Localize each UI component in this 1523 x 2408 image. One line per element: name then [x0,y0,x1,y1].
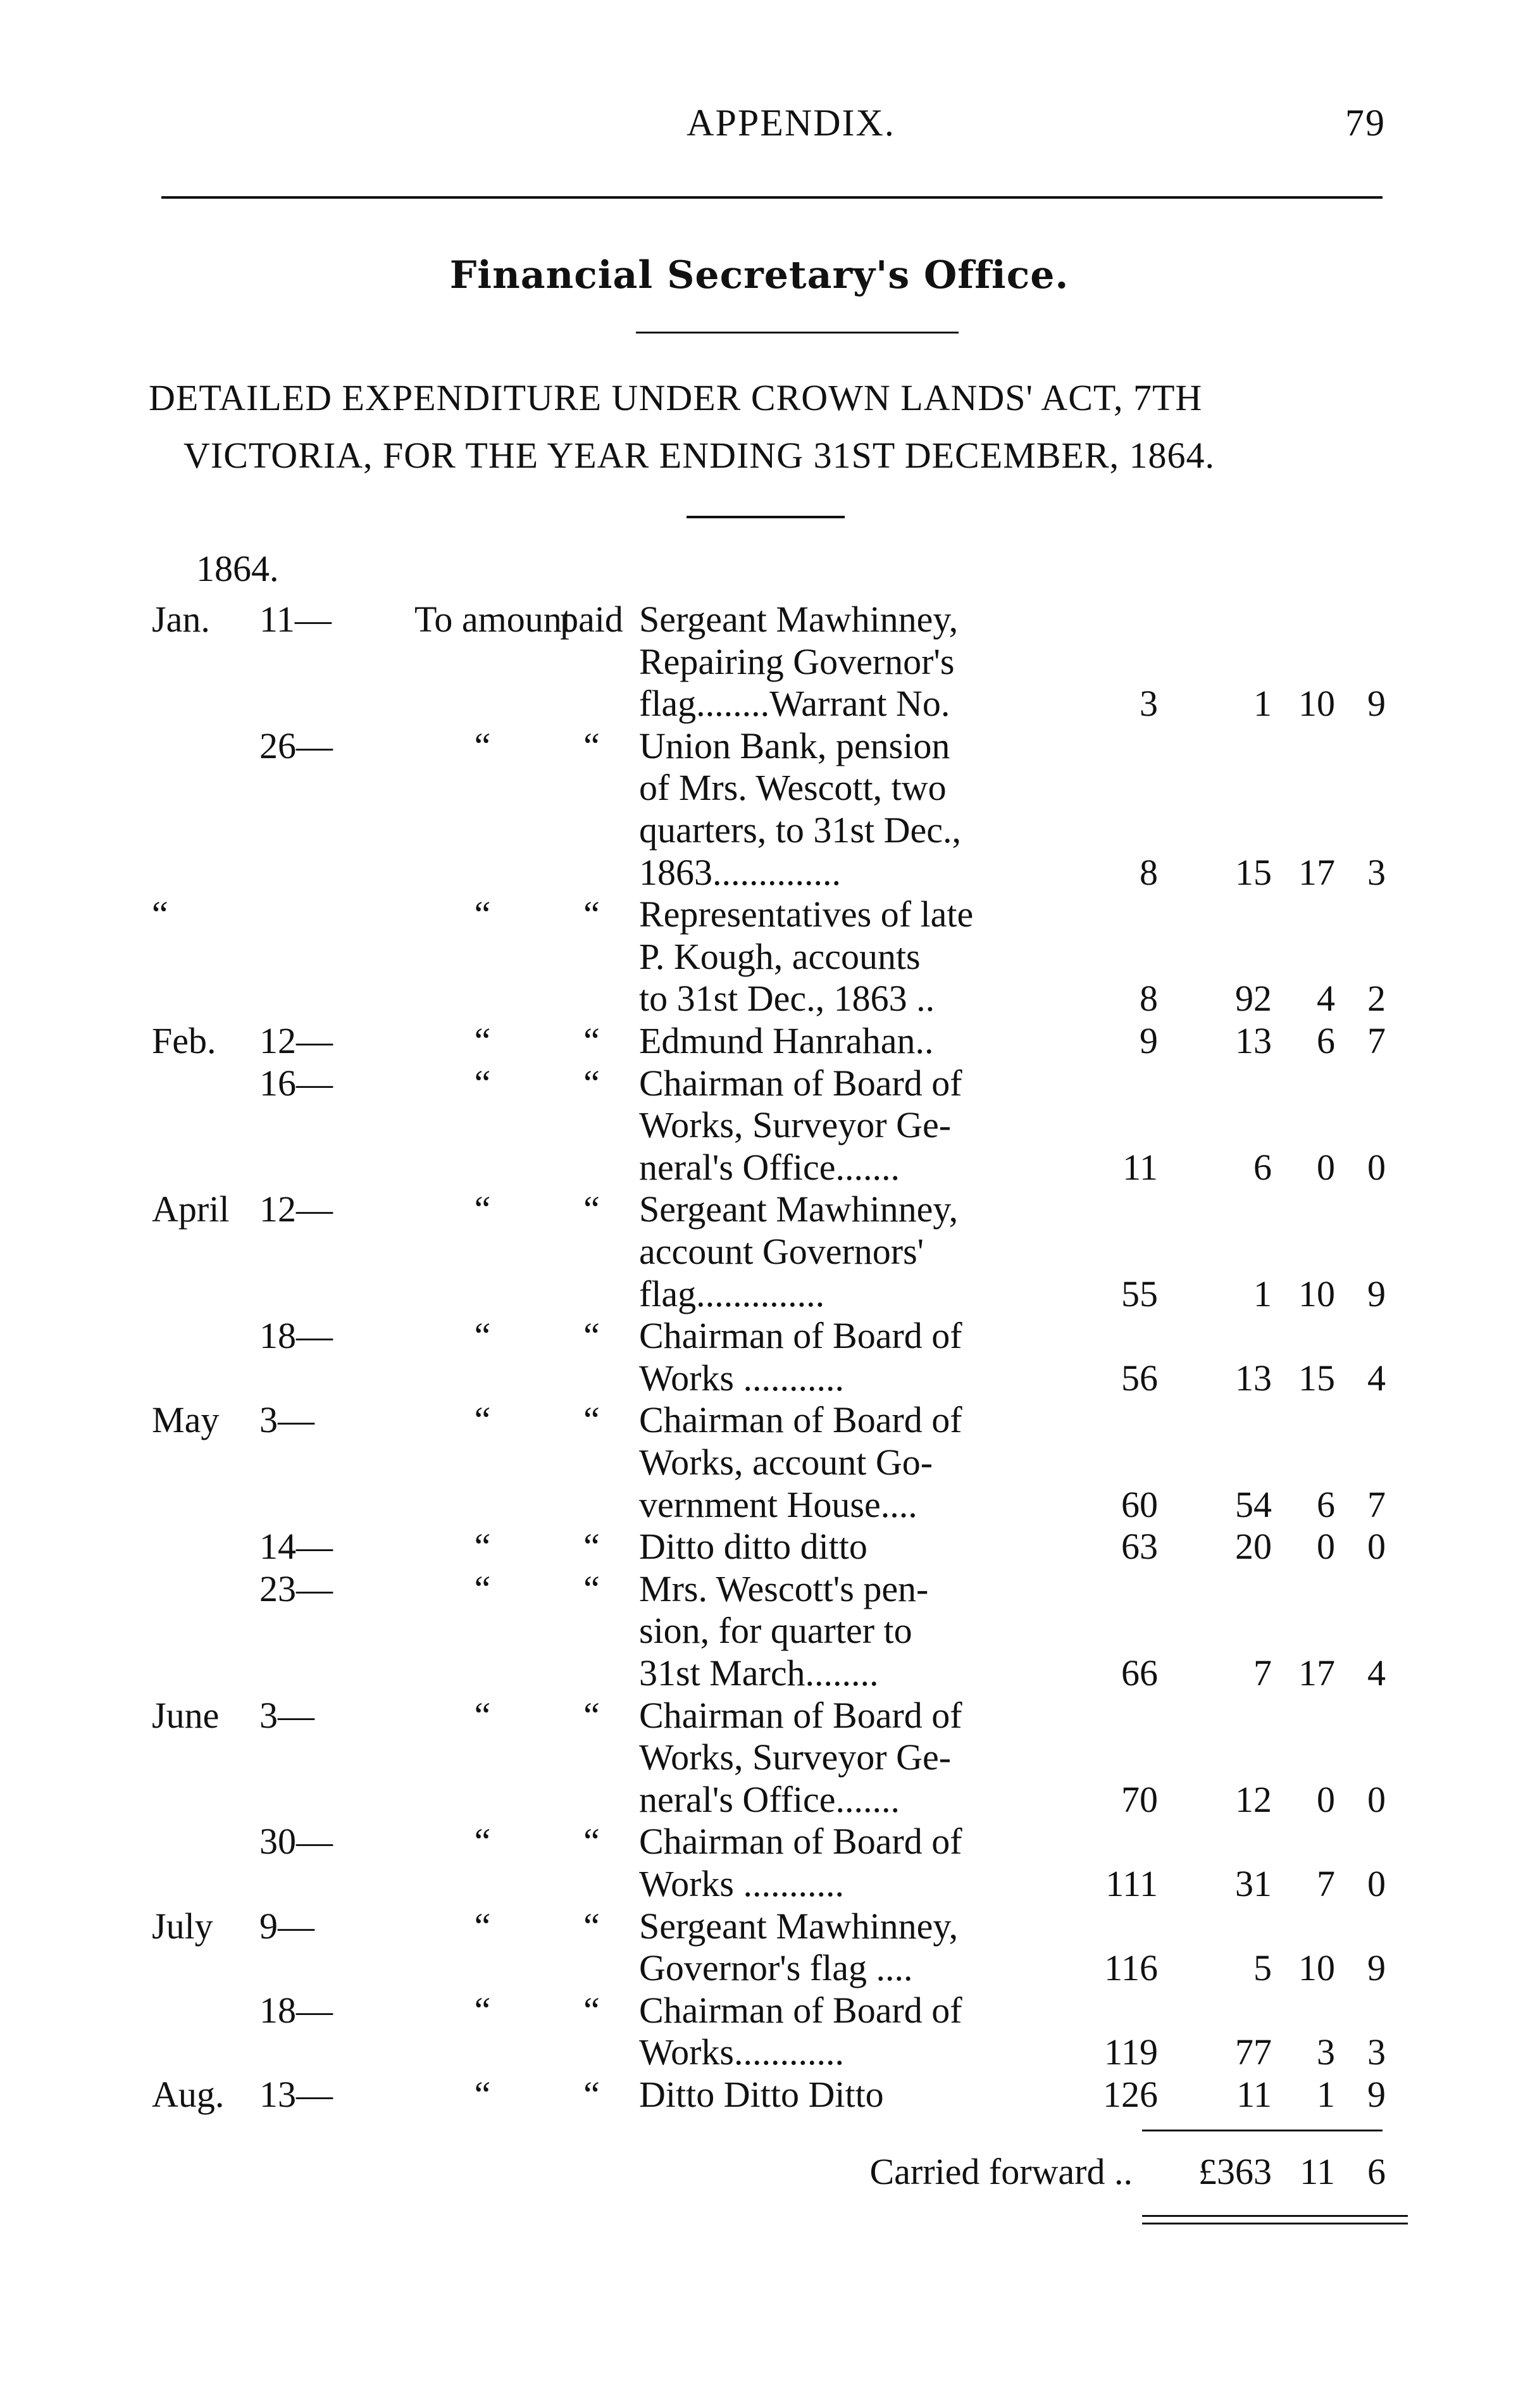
carried-forward-pence: 6 [1367,2151,1386,2192]
entry-pence: 2 [1367,978,1386,1019]
entry-warrant-no: 70 [1121,1779,1158,1820]
entry-day: 16— [259,1063,333,1104]
entry-shillings: 10 [1298,1273,1335,1314]
entry-pounds: 13 [1235,1020,1272,1061]
entry-shillings: 7 [1317,1863,1335,1904]
entry-day: 9— [259,1906,314,1947]
entry-day: 13— [259,2074,333,2115]
entry-description: Chairman of Board of [639,1821,962,1862]
entry-ditto-2: “ [583,1315,600,1356]
entry-pence: 7 [1367,1484,1386,1525]
entry-warrant-no: 60 [1121,1484,1158,1525]
entry-day: 12— [259,1020,333,1061]
entry-pence: 3 [1367,2031,1386,2073]
entry-description: Chairman of Board of [639,1315,962,1356]
entry-pounds: 11 [1236,2074,1272,2115]
entry-ditto-2: “ [583,1063,600,1104]
entry-pence: 7 [1367,1020,1386,1061]
entry-description: flag.............. [639,1273,825,1314]
entry-warrant-no: 8 [1140,852,1158,893]
entry-pence: 9 [1367,683,1386,724]
entry-description: Repairing Governor's [639,641,955,682]
entry-shillings: 0 [1317,1779,1335,1820]
entry-description: Ditto Ditto Ditto [639,2074,884,2115]
entry-ditto-1: “ [474,2074,491,2115]
entry-day: 14— [259,1526,333,1567]
entry-ditto-1: “ [474,1315,491,1356]
entry-description: 31st March........ [639,1652,879,1694]
entry-ditto-1: “ [474,725,491,766]
entry-ditto-2: “ [583,1020,600,1061]
entry-month: Aug. [152,2074,225,2115]
entry-pounds: 1 [1253,683,1272,724]
entry-ditto-2: “ [583,1399,600,1440]
entry-pounds: 1 [1253,1273,1272,1314]
entry-pounds: 54 [1235,1484,1272,1525]
entry-pounds: 15 [1235,852,1272,893]
entry-description: account Governors' [639,1231,924,1272]
entry-ditto-2: “ [583,1906,600,1947]
page-number: 79 [1345,102,1386,144]
entry-pence: 9 [1367,1273,1386,1314]
entry-description: P. Kough, accounts [639,936,921,977]
entry-day: 26— [259,725,333,766]
entry-shillings: 10 [1298,683,1335,724]
entry-ditto-1: “ [474,1821,491,1862]
entry-day: 11— [259,599,332,640]
entry-warrant-no: 116 [1104,1947,1158,1988]
entry-shillings: 0 [1317,1526,1335,1567]
entry-ditto-2: “ [583,894,600,935]
entry-ditto-2: “ [583,2074,600,2115]
entry-description: of Mrs. Wescott, two [639,767,947,808]
entry-pence: 0 [1367,1863,1386,1904]
entry-pence: 0 [1367,1779,1386,1820]
carried-forward-label: Carried forward .. [869,2151,1133,2192]
entry-description: Works ........... [639,1863,844,1904]
entry-shillings: 15 [1298,1357,1335,1399]
entry-warrant-no: 56 [1121,1357,1158,1399]
running-title: APPENDIX. [687,102,895,144]
entry-pounds: 31 [1235,1863,1272,1904]
entry-description: Works............ [639,2031,844,2073]
entry-day: 30— [259,1821,333,1862]
entry-ditto-2: “ [583,1526,600,1567]
header-rule [161,196,1383,199]
year-label: 1864. [196,548,279,589]
entry-ditto-2: “ [583,1990,600,2031]
entry-description: Ditto ditto ditto [639,1526,867,1567]
entry-pounds: 6 [1253,1147,1272,1188]
entry-month: April [152,1188,230,1230]
entry-month: Feb. [152,1020,216,1061]
entry-pounds: 77 [1235,2031,1272,2073]
entry-warrant-no: 126 [1103,2074,1158,2115]
entry-shillings: 6 [1317,1020,1335,1061]
entry-shillings: 6 [1317,1484,1335,1525]
entry-shillings: 1 [1317,2074,1335,2115]
entry-ditto-2: “ [583,725,600,766]
entry-pence: 4 [1367,1357,1386,1399]
entry-description: Representatives of late [639,894,974,935]
entry-description: Works ........... [639,1357,844,1399]
entry-shillings: 17 [1298,1652,1335,1694]
total-rule-1 [1142,2130,1383,2131]
office-heading: Financial Secretary's Office. [449,253,1069,297]
entry-ditto-2: “ [583,1188,600,1230]
entry-description: Governor's flag .... [639,1947,913,1988]
total-rule-3 [1142,2223,1408,2224]
entry-shillings: 17 [1298,852,1335,893]
entry-warrant-no: 111 [1105,1863,1158,1904]
entry-month: May [152,1399,220,1440]
entry-description: Chairman of Board of [639,1399,962,1440]
entry-shillings: 4 [1317,978,1335,1019]
title-line-1: DETAILED EXPENDITURE UNDER CROWN LANDS' ACT, 7TH [149,377,1203,418]
entry-day: 23— [259,1568,333,1609]
carried-forward-pounds: £363 [1198,2151,1272,2192]
entry-warrant-no: 63 [1121,1526,1158,1567]
entry-pounds: 13 [1235,1357,1272,1399]
entry-description: Union Bank, pension [639,725,950,766]
entry-shillings: 10 [1298,1947,1335,1988]
entry-description: neral's Office....... [639,1779,900,1820]
entry-pence: 9 [1367,1947,1386,1988]
entry-description: Sergeant Mawhinney, [639,1188,959,1230]
entry-shillings: 0 [1317,1147,1335,1188]
entry-day: 3— [259,1695,314,1736]
entry-month: June [152,1695,220,1736]
entry-description: Works, Surveyor Ge- [639,1104,952,1145]
entry-day: 3— [259,1399,314,1440]
entry-description: sion, for quarter to [639,1610,912,1651]
entry-ditto-1: “ [474,1990,491,2031]
entry-ditto-1: “ [474,1399,491,1440]
entry-description: quarters, to 31st Dec., [639,809,961,851]
entry-month: “ [152,894,168,935]
entry-description: Chairman of Board of [639,1990,962,2031]
entry-pounds: 12 [1235,1779,1272,1820]
entry-description: Sergeant Mawhinney, [639,599,959,640]
entry-ditto-1: “ [474,1188,491,1230]
entry-pounds: 5 [1253,1947,1272,1988]
entry-description: Chairman of Board of [639,1063,962,1104]
entry-ditto-1: “ [474,1695,491,1736]
entry-ditto-2: paid [560,599,623,640]
entry-ditto-1: “ [474,1526,491,1567]
entry-description: Mrs. Wescott's pen- [639,1568,929,1609]
entry-shillings: 3 [1317,2031,1335,2073]
carried-forward-shillings: 11 [1300,2151,1335,2192]
title-rule [687,516,845,518]
entry-pounds: 92 [1235,978,1272,1019]
entry-description: vernment House.... [639,1484,917,1525]
entry-ditto-1: To amount [414,599,572,640]
entry-warrant-no: 8 [1140,978,1158,1019]
entry-description: Edmund Hanrahan.. [639,1020,934,1061]
office-rule [636,332,959,334]
entry-pence: 0 [1367,1147,1386,1188]
entry-ditto-1: “ [474,1020,491,1061]
entry-description: Works, account Go- [639,1442,933,1483]
entry-ditto-1: “ [474,1568,491,1609]
entry-description: neral's Office....... [639,1147,900,1188]
entry-month: Jan. [152,599,210,640]
entry-pence: 4 [1367,1652,1386,1694]
entry-warrant-no: 66 [1121,1652,1158,1694]
entry-pence: 0 [1367,1526,1386,1567]
total-rule-2 [1142,2215,1408,2217]
entry-ditto-1: “ [474,1906,491,1947]
entry-warrant-no: 119 [1104,2031,1158,2073]
entry-description: flag........Warrant No. [639,683,950,724]
entry-description: Chairman of Board of [639,1695,962,1736]
entry-pounds: 20 [1235,1526,1272,1567]
entry-day: 12— [259,1188,333,1230]
entry-ditto-2: “ [583,1821,600,1862]
entry-day: 18— [259,1990,333,2031]
entry-warrant-no: 11 [1122,1147,1158,1188]
entry-ditto-2: “ [583,1695,600,1736]
entry-ditto-2: “ [583,1568,600,1609]
entry-pounds: 7 [1253,1652,1272,1694]
entry-pence: 3 [1367,852,1386,893]
entry-description: to 31st Dec., 1863 .. [639,978,935,1019]
entry-description: Sergeant Mawhinney, [639,1906,959,1947]
title-line-2: VICTORIA, FOR THE YEAR ENDING 31ST DECEMBER, 1864. [183,435,1215,476]
entry-month: July [152,1906,213,1947]
entry-pence: 9 [1367,2074,1386,2115]
entry-day: 18— [259,1315,333,1356]
entry-warrant-no: 3 [1140,683,1158,724]
entry-warrant-no: 55 [1121,1273,1158,1314]
entry-ditto-1: “ [474,1063,491,1104]
entry-description: 1863.............. [639,852,841,893]
entry-warrant-no: 9 [1140,1020,1158,1061]
entry-description: Works, Surveyor Ge- [639,1737,952,1778]
entry-ditto-1: “ [474,894,491,935]
